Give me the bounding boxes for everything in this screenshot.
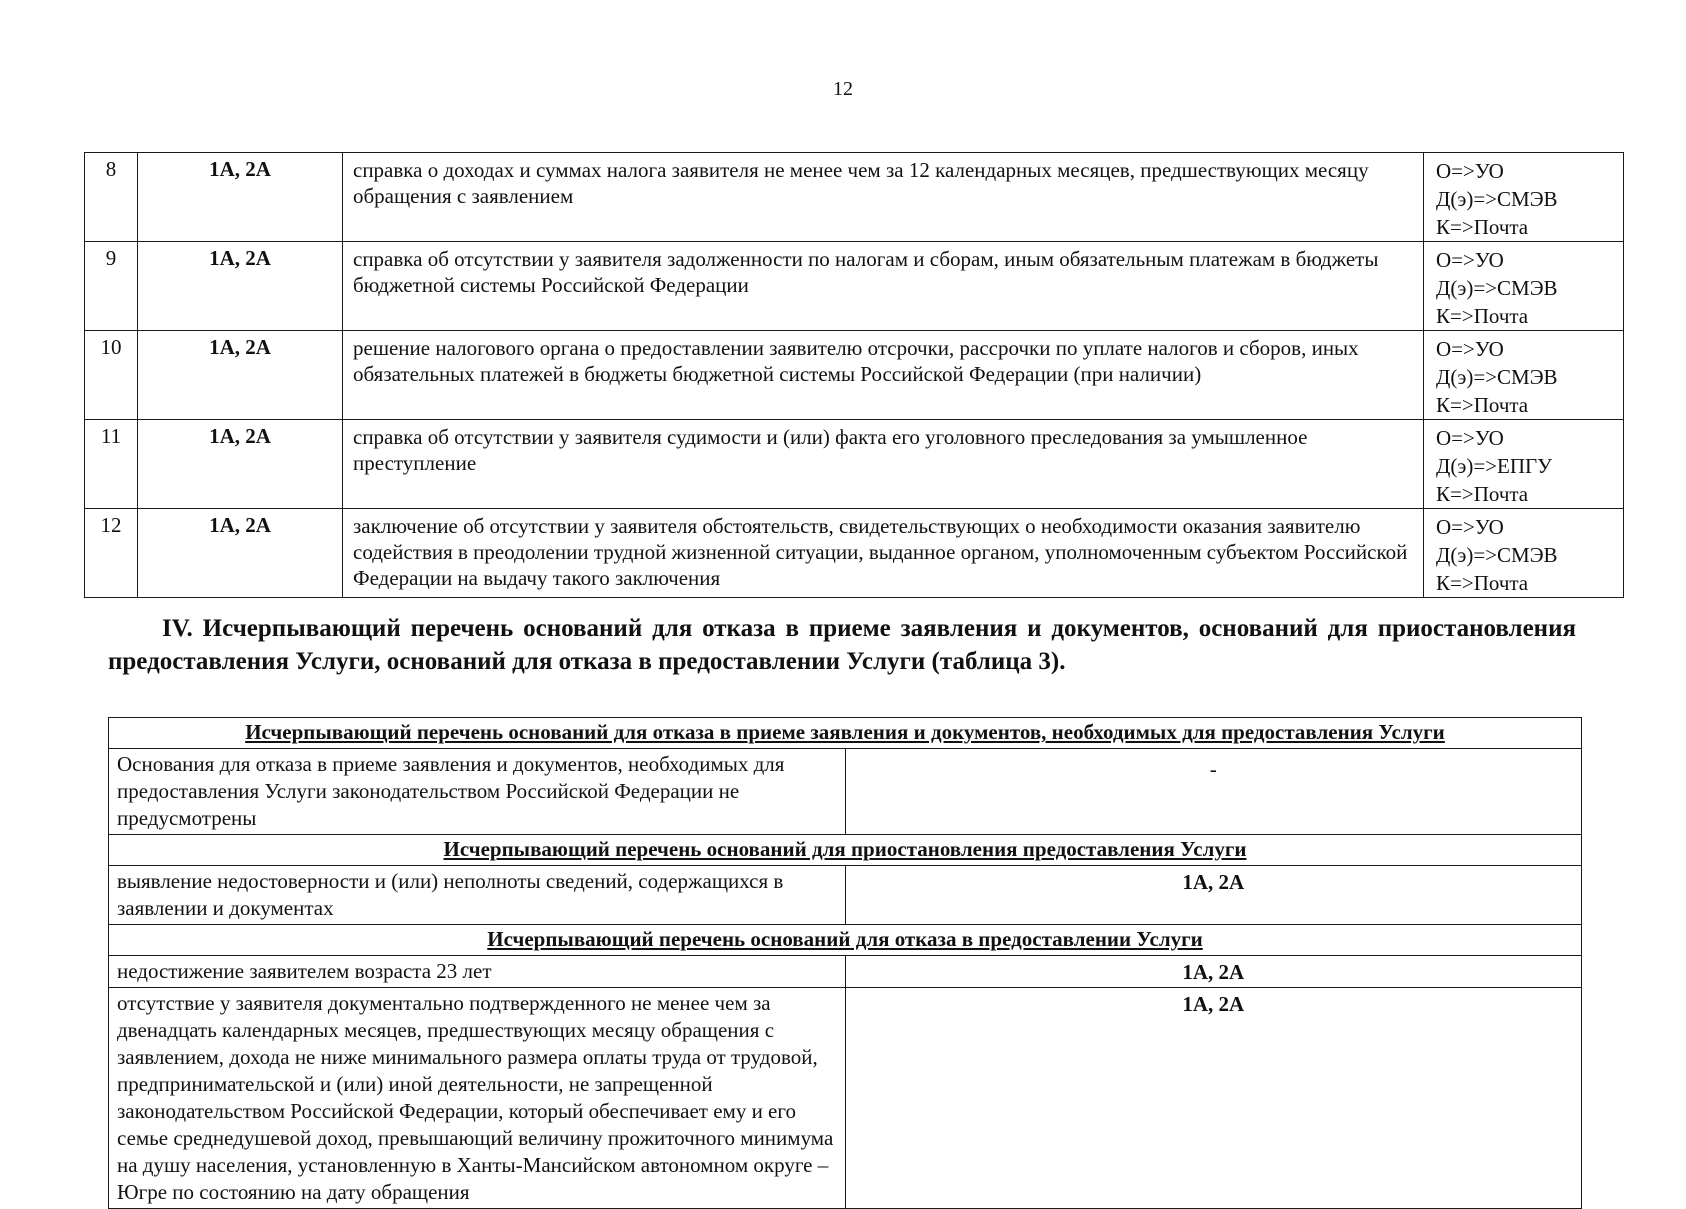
submission-channel: О=>УО xyxy=(1436,337,1504,361)
documents-table xyxy=(84,152,1624,598)
reception-heading: Исчерпывающий перечень оснований для отказа в приеме заявления и документов, необходимых для предоставления Услуги xyxy=(109,718,1582,749)
reception-row xyxy=(109,749,1582,835)
submission-channels xyxy=(1424,509,1624,598)
reception-row-value: - xyxy=(845,749,1582,835)
table-row xyxy=(85,509,1624,598)
submission-channel: К=>Почта xyxy=(1436,482,1529,506)
row-number: 11 xyxy=(85,420,138,509)
table-row xyxy=(85,153,1624,242)
row-number: 9 xyxy=(85,242,138,331)
applicant-category: 1А, 2А xyxy=(138,153,343,242)
submission-channels xyxy=(1424,331,1624,420)
refusal-row xyxy=(109,988,1582,1209)
row-number: 8 xyxy=(85,153,138,242)
submission-channel: К=>Почта xyxy=(1436,215,1529,239)
submission-channels xyxy=(1424,420,1624,509)
page-number: 12 xyxy=(833,78,853,100)
document-description: решение налогового органа о предоставлении заявителю отсрочки, рассрочки по уплате налогов и сборов, иных обязательных платежей в бюджеты бюджетной системы Российской Федерации (при наличии) xyxy=(343,331,1424,420)
refusal-row xyxy=(109,956,1582,988)
submission-channel: К=>Почта xyxy=(1436,304,1529,328)
suspension-heading: Исчерпывающий перечень оснований для приостановления предоставления Услуги xyxy=(109,835,1582,866)
submission-channel: К=>Почта xyxy=(1436,393,1529,417)
refusal-row-value: 1А, 2А xyxy=(845,956,1582,988)
grounds-table-body xyxy=(109,718,1582,1209)
applicant-category: 1А, 2А xyxy=(138,420,343,509)
document-description: справка об отсутствии у заявителя судимости и (или) факта его уголовного преследования за умышленное преступление xyxy=(343,420,1424,509)
refusal-row-value: 1А, 2А xyxy=(845,988,1582,1209)
submission-channel: Д(э)=>СМЭВ xyxy=(1436,276,1558,300)
submission-channel: Д(э)=>ЕПГУ xyxy=(1436,454,1553,478)
grounds-table xyxy=(108,717,1582,1209)
suspension-row-value: 1А, 2А xyxy=(845,866,1582,925)
refusal-row-text: недостижение заявителем возраста 23 лет xyxy=(109,956,846,988)
table-row xyxy=(85,420,1624,509)
row-number: 12 xyxy=(85,509,138,598)
row-number: 10 xyxy=(85,331,138,420)
table-row xyxy=(85,331,1624,420)
refusal-heading-row xyxy=(109,925,1582,956)
reception-row-text: Основания для отказа в приеме заявления и документов, необходимых для предоставления Услуги законодательством Российской Федерации не предусмотрены xyxy=(109,749,846,835)
suspension-row-text: выявление недостоверности и (или) неполноты сведений, содержащихся в заявлении и документах xyxy=(109,866,846,925)
applicant-category: 1А, 2А xyxy=(138,509,343,598)
suspension-heading-row xyxy=(109,835,1582,866)
submission-channel: Д(э)=>СМЭВ xyxy=(1436,365,1558,389)
applicant-category: 1А, 2А xyxy=(138,331,343,420)
submission-channel: О=>УО xyxy=(1436,515,1504,539)
submission-channel: Д(э)=>СМЭВ xyxy=(1436,543,1558,567)
refusal-row-text: отсутствие у заявителя документально подтвержденного не менее чем за двенадцать календарных месяцев, предшествующих месяцу обращения с заявлением, дохода не ниже минимального размера оплаты труда от трудовой, предпринимательской и (или) иной деятельности, не запрещенной законодательством Российской Федерации, который обеспечивает ему и его семье среднедушевой доход, превышающий величину прожиточного минимума на душу населения, установленную в Ханты-Мансийском автономном округе – Югре по состоянию на дату обращения xyxy=(109,988,846,1209)
table-row xyxy=(85,242,1624,331)
submission-channel: К=>Почта xyxy=(1436,571,1529,595)
submission-channel: О=>УО xyxy=(1436,159,1504,183)
submission-channels xyxy=(1424,242,1624,331)
document-description: заключение об отсутствии у заявителя обстоятельств, свидетельствующих о необходимости оказания заявителю содействия в преодолении трудной жизненной ситуации, выданное органом, уполномоченным субъектом Российской Федерации на выдачу такого заключения xyxy=(343,509,1424,598)
applicant-category: 1А, 2А xyxy=(138,242,343,331)
submission-channel: О=>УО xyxy=(1436,426,1504,450)
submission-channel: О=>УО xyxy=(1436,248,1504,272)
refusal-heading: Исчерпывающий перечень оснований для отказа в предоставлении Услуги xyxy=(109,925,1582,956)
section-heading: IV. Исчерпывающий перечень оснований для отказа в приеме заявления и документов, оснований для приостановления предоставления Услуги, оснований для отказа в предоставлении Услуги (таблица 3). xyxy=(108,615,1576,675)
suspension-row xyxy=(109,866,1582,925)
submission-channels xyxy=(1424,153,1624,242)
submission-channel: Д(э)=>СМЭВ xyxy=(1436,187,1558,211)
documents-table-body xyxy=(85,153,1624,598)
document-description: справка о доходах и суммах налога заявителя не менее чем за 12 календарных месяцев, предшествующих месяцу обращения с заявлением xyxy=(343,153,1424,242)
document-description: справка об отсутствии у заявителя задолженности по налогам и сборам, иным обязательным платежам в бюджеты бюджетной системы Российской Федерации xyxy=(343,242,1424,331)
reception-heading-row xyxy=(109,718,1582,749)
